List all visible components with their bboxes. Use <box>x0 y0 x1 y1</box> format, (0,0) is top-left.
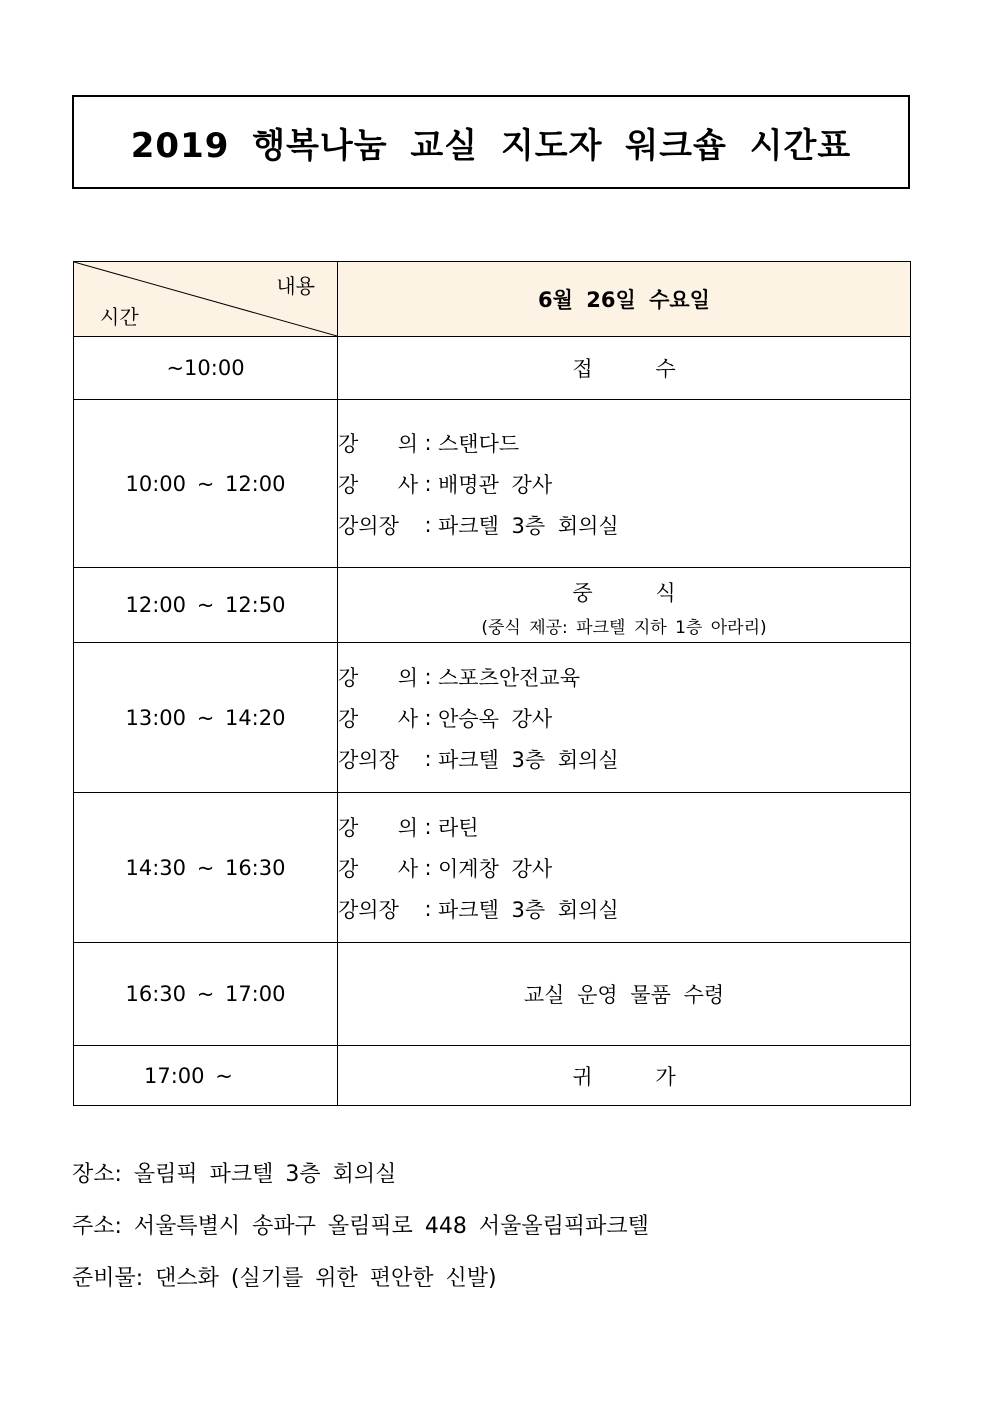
label-char: 의 <box>397 431 418 456</box>
venue-line <box>338 738 910 779</box>
time-cell: ~10:00 <box>74 337 338 400</box>
time-cell: 16:30 ~ 17:00 <box>74 943 338 1046</box>
label-char: 의 <box>397 815 418 840</box>
note-address: 주소: 서울특별시 송파구 올림픽로 448 서울올림픽파크텔 <box>72 1214 649 1239</box>
label-char: 강 <box>338 856 359 881</box>
content-text: 접 수 <box>572 357 704 381</box>
lecture-cell <box>338 793 911 943</box>
colon: : <box>424 471 432 496</box>
label-char: 강 <box>338 706 359 731</box>
label-char: 사 <box>397 856 418 881</box>
time-cell: 12:00 ~ 12:50 <box>74 568 338 643</box>
page-title: 2019 행복나눔 교실 지도자 워크숍 시간표 <box>130 125 852 166</box>
colon: : <box>424 430 432 455</box>
lecture-cell <box>338 643 911 793</box>
lunch-note: (중식 제공: 파크텔 지하 1층 아라리) <box>481 617 767 638</box>
note-supplies: 준비물: 댄스화 (실기를 위한 편안한 신발) <box>72 1266 497 1291</box>
table-row <box>74 793 911 943</box>
colon: : <box>424 705 432 730</box>
lecture-cell <box>338 400 911 568</box>
lunch-label: 중 식 <box>572 580 704 605</box>
label-char: 사 <box>397 706 418 731</box>
venue-label: 강의장 <box>338 897 399 922</box>
lunch-cell <box>338 568 911 643</box>
label-char: 사 <box>397 472 418 497</box>
time-cell: 10:00 ~ 12:00 <box>74 400 338 568</box>
colon: : <box>424 746 432 771</box>
lecturer-name: 안승옥 강사 <box>438 706 553 731</box>
lecturer-name: 배명관 강사 <box>438 472 553 497</box>
schedule-table <box>73 261 911 1106</box>
time-cell: 13:00 ~ 14:20 <box>74 643 338 793</box>
lecture-line <box>338 806 910 847</box>
label-char: 강 <box>338 472 359 497</box>
date-header: 6월 26일 수요일 <box>338 262 911 337</box>
lecture-line <box>338 656 910 697</box>
lecturer-line <box>338 697 910 738</box>
notes <box>72 1155 649 1311</box>
venue-line <box>338 504 910 545</box>
venue-line <box>338 888 910 929</box>
time-cell: 14:30 ~ 16:30 <box>74 793 338 943</box>
note-location: 장소: 올림픽 파크텔 3층 회의실 <box>72 1162 397 1187</box>
venue-label: 강의장 <box>338 747 399 772</box>
colon: : <box>424 896 432 921</box>
colon: : <box>424 855 432 880</box>
header-content-label: 내용 <box>276 274 315 298</box>
table-row <box>74 400 911 568</box>
table-row <box>74 1046 911 1106</box>
label-char: 의 <box>397 665 418 690</box>
table-row <box>74 568 911 643</box>
lecturer-line <box>338 463 910 504</box>
table-row <box>74 337 911 400</box>
label-char: 강 <box>338 431 359 456</box>
table-header-row <box>74 262 911 337</box>
colon: : <box>424 814 432 839</box>
time-cell: 17:00 ~ <box>74 1046 338 1106</box>
colon: : <box>424 512 432 537</box>
venue-name: 파크텔 3층 회의실 <box>438 897 619 922</box>
venue-label: 강의장 <box>338 513 399 538</box>
table-row <box>74 643 911 793</box>
content-text: 귀 가 <box>572 1064 704 1089</box>
lecturer-name: 이계창 강사 <box>438 856 553 881</box>
lecture-title: 스탠다드 <box>438 431 520 456</box>
venue-name: 파크텔 3층 회의실 <box>438 747 619 772</box>
lecture-title: 라틴 <box>438 815 479 840</box>
content-cell: 교실 운영 물품 수령 <box>338 943 911 1046</box>
colon: : <box>424 664 432 689</box>
diagonal-header-cell <box>74 262 338 337</box>
lecture-line <box>338 422 910 463</box>
content-cell <box>338 1046 911 1106</box>
lecture-title: 스포츠안전교육 <box>438 665 581 690</box>
table-row <box>74 943 911 1046</box>
venue-name: 파크텔 3층 회의실 <box>438 513 619 538</box>
header-time-label: 시간 <box>100 305 139 329</box>
label-char: 강 <box>338 665 359 690</box>
lecturer-line <box>338 847 910 888</box>
content-cell <box>338 337 911 400</box>
label-char: 강 <box>338 815 359 840</box>
title-box <box>72 95 910 189</box>
